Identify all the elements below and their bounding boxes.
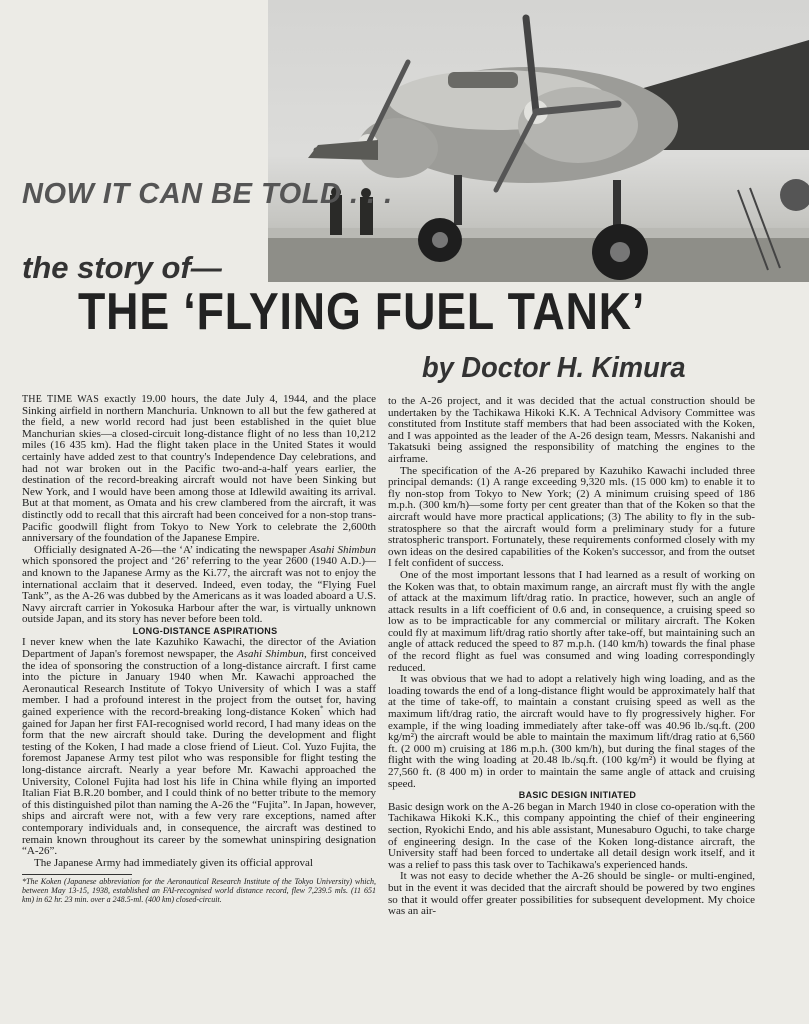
paragraph: It was not easy to decide whether the A-26 should be single- or multi-engined, but in the event it was decided that the aircraft should be powered by two engines so that it would offer greater possibilities for subsequent development. My choice was an air- <box>388 870 755 918</box>
footnote: *The Koken (Japanese abbreviation for the Aeronautical Research Institute of the Tokyo University) which, between May 13-15, 1938, established an FAI-recognised world distance record, flew 7,239.5 mls. (11 651 km) in 62 hr. 23 min. over a 248.5-ml. (400 km) closed-circuit. <box>22 877 376 904</box>
paragraph: One of the most important lessons that I had learned as a result of working on the Koken was that, to obtain maximum range, an aircraft must fly with the angle of attack at the maximum lift/drag ratio. In practice, however, such an angle of attack results in a lift coefficient of 0.6 and, in consequence, a cruising speed so low as to be impracticable for any commercial or military aircraft. The Koken could fly at maximum lift/drag ratio shortly after take-off, but maintaining such an angle of attack reduced the speed to 87 m.p.h. (140 km/h) towards the final phase of the record flight as fuel was consumed and wing loading correspondingly reduced. <box>388 568 755 674</box>
story-of-heading: the story of— <box>22 250 222 285</box>
paragraph: to the A-26 project, and it was decided that the actual construction should be undertaken by the Tachikawa Hikoki K.K. A Technical Advisory Committee was constituted from Institute staff members that had been associated with the Koken, and I was appointed as the leader of the A-26 design team, Messrs. Nakanishi and Takatsuki being assigned the responsibility of matching the engines to the airframe. <box>388 395 755 465</box>
paragraph: Officially designated A-26—the ‘A’ indicating the newspaper Asahi Shimbun which sponsored the project and ‘26’ referring to the year 2600 (1940 A.D.)—and known to the Japanese Army as the Ki.77, the aircraft was not to enjoy the international acclaim that it deserved. Indeed, even today, the “Flying Fuel Tank”, as the A-26 was dubbed by the Americans as it was loaded aboard a U.S. Navy aircraft carrier in Yokosuka Harbour after the war, is virtually unknown outside Japan, and its story has never before been told. <box>22 543 376 626</box>
paragraph: Basic design work on the A-26 began in March 1940 in close co-operation with the Tachikawa Hikoki K.K., this company appointing the chief of their engineering section, Ryokichi Endo, and his able assistant, Munesaburo Oguchi, to take charge of engineering design. In the case of the Koken long-distance aircraft, the University staff had been forced to undertake all detail design work itself, and it was a relief to pass this task over to Tachikawa's experienced hands. <box>388 800 755 871</box>
page-title: THE ‘FLYING FUEL TANK’ <box>78 283 646 341</box>
paragraph: THE TIME WAS exactly 19.00 hours, the date July 4, 1944, and the place Sinking airfield in northern Manchuria. Unknown to all but the few gathered at the field, a new world record had just been established in the quiet blue Manchurian skies—a closed-circuit long-distance flight of no less than 10,212 miles (16 435 km). Had the flight taken place in the United States it would certainly have added zest to that country's Independence Day celebrations, and had not war broken out in the Pacific two-and-a-half years earlier, the destination of the record-breaking aircraft would not have been Sinking but New York, and I would have been among those at Idlewild awaiting its arrival. But at that moment, as Omata and his crew clambered from the aircraft, it was distinctly odd to recall that this aircraft had been conceived for a non-stop trans-Pacific goodwill flight from Tokyo to New York to celebrate the 2,600th anniversary of the foundation of the Japanese Empire. <box>22 393 376 545</box>
section-subhead: LONG-DISTANCE ASPIRATIONS <box>132 625 278 636</box>
aircraft-photo-icon <box>268 0 809 282</box>
byline: by Doctor H. Kimura <box>422 352 686 384</box>
paragraph: It was obvious that we had to adopt a relatively high wing loading, and as the loading towards the end of a long-distance flight would be approximately half that at the time of take-off, to maintain a constant cruising speed as well as the maximum lift/drag ratio, the aircraft would have to fly progressively higher. For example, if the wing loading immediately after take-off was 40.96 lb./sq.ft. (200 kg/m²) the aircraft would be able to maintain the maximum lift/drag ratio at 6,560 ft. (2 000 m) cruising at 186 m.p.h. (300 km/h), but during the final stages of the flight with the wing loading at 20.48 lb./sq.ft. (100 kg/m²) it would be flying at 27,560 ft. (8 400 m) in order to maintain the same angle of attack and cruising speed. <box>388 673 755 790</box>
kicker-heading: NOW IT CAN BE TOLD . . . <box>22 178 393 210</box>
paragraph: I never knew when the late Kazuhiko Kawachi, the director of the Aviation Department of Japan's foremost newspaper, the Asahi Shimbun, first conceived the idea of sponsoring the construction of a long-distance aircraft. I first came into the picture in January 1940 when Mr. Kawachi approached the Aeronautical Research Institute of Tokyo University of which I was a staff member. I had a profound interest in the project from the outset for, having gained experience with the record-breaking long-distance Koken* which had gained for Japan her first FAI-recognised world record, I had many ideas on the form that the new aircraft should take. During the development and flight testing of the Koken, I had made a close friend of Lieut. Col. Yuzo Fujita, the foremost Japanese Army test pilot who was responsible for flight testing the long-distance aircraft. Nearly a year before Mr. Kawachi approached the University, Colonel Fujita had lost his life in China while flying an imported Italian Fiat B.R.20 bomber, and I could think of no better tribute to the memory of this distinguished pilot than naming the A-26 the “Fujita”. In Japan, however, ships and aircraft were not, with a few very rare exceptions, named after contemporary individuals and, in consequence, the aircraft was destined to remain known throughout its career by the somewhat uninspiring designation “A-26”. <box>22 636 376 858</box>
aircraft-photo <box>268 0 809 282</box>
section-subhead: BASIC DESIGN INITIATED <box>518 790 637 801</box>
airfield-ground <box>268 236 809 282</box>
right-column <box>388 396 755 918</box>
left-column <box>22 394 376 905</box>
paragraph: The Japanese Army had immediately given its official approval <box>34 856 313 869</box>
paragraph: The specification of the A-26 prepared by Kazuhiko Kawachi included three principal demands: (1) A range exceeding 9,320 mls. (15 000 km) to enable it to fly non-stop from Tokyo to New York; (2) A minimum cruising speed of 186 m.p.h. (300 km/h)—some forty per cent greater than that of the Koken so that the aircraft would have more practical applications; (3) The ability to fly in the sub-stratosphere so that the aircraft would form a preliminary study for a future stratospheric transport. Fortunately, these requirements conformed closely with my own ideas on the desired capabilities of the Koken's successor, and from the outset I felt confident of success. <box>388 464 755 570</box>
footnote-rule <box>22 874 132 875</box>
